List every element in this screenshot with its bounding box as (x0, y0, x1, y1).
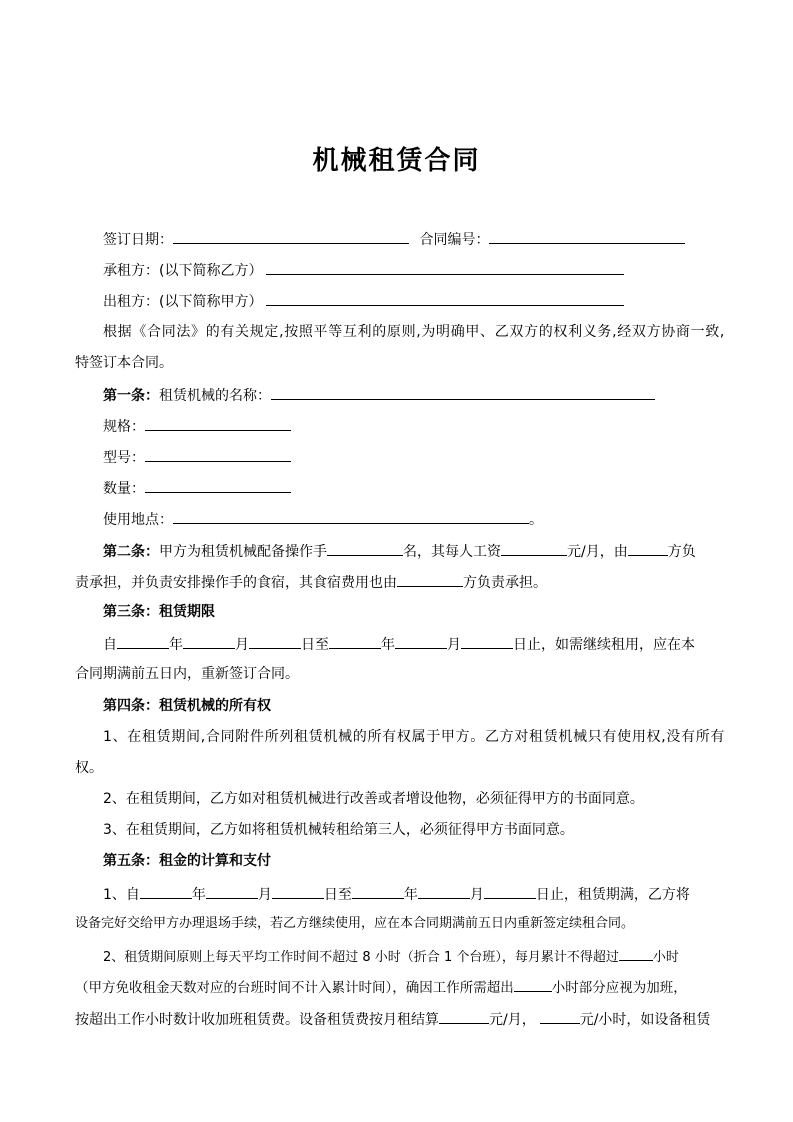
start-month-blank[interactable] (183, 633, 235, 649)
rent-end-year-blank[interactable] (352, 883, 404, 899)
art1-name-row (103, 384, 725, 404)
model-blank[interactable] (145, 446, 291, 462)
art4-heading: 第四条：租赁机械的所有权 (103, 698, 271, 714)
lessee-label: 承租方：(以下简称乙方） (103, 263, 263, 279)
operator-count-blank[interactable] (327, 540, 403, 556)
art5-p2-line-3: 按超出工作小时数计收加班租赁费。设备租赁费按月租结算 元/月， 元/小时，如设备租赁 (75, 1008, 725, 1028)
hourly-rent-blank[interactable] (540, 1008, 580, 1024)
page-title: 机械租赁合同 (312, 146, 481, 176)
art1-heading: 第一条： (103, 388, 159, 404)
spec-blank[interactable] (145, 415, 291, 431)
intro-line-1: 根 据 《 合 同 法 》 的 有 关 规 定 , 按 照 平 等 互 利 的 原 则 , 为 明 确 甲 、 乙 双 方 的 权 利 义 务 , 经 双 方 协 商 一 致 , (103, 324, 725, 340)
art2-line-1: 第二条：甲方为租赁机械配备操作手 名，其每人工资 元/月，由 方负 (103, 540, 725, 560)
art3-line-2: 合同期满前五日内，重新签订合同。 (75, 666, 299, 682)
lessee-blank[interactable] (266, 259, 624, 275)
wage-party-blank[interactable] (628, 540, 668, 556)
monthly-hours-cap-blank[interactable] (619, 945, 653, 961)
lessor-label: 出租方：(以下简称甲方） (103, 294, 263, 310)
monthly-rent-blank[interactable] (439, 1008, 489, 1024)
art2-line-2: 责承担，并负责安排操作手的食宿，其食宿费用也由 方负责承担。 (75, 571, 725, 591)
lessor-row (103, 290, 725, 310)
contract-no-blank[interactable] (489, 228, 685, 244)
wage-blank[interactable] (501, 540, 567, 556)
contract-no-label: 合同编号： (419, 232, 490, 248)
end-year-blank[interactable] (329, 633, 381, 649)
art5-p2-line-2: （甲方免收租金天数对应的台班时间不计入累计时间），确因工作所需超出 小时部分应视为加班， (75, 976, 725, 996)
art2-heading: 第二条： (103, 544, 159, 560)
lodging-party-blank[interactable] (397, 571, 463, 587)
art5-p1-line-1: 1、自 年 月 日至 年 月 日止，租赁期满，乙方将 (103, 883, 725, 903)
rent-start-month-blank[interactable] (206, 883, 258, 899)
model-row (103, 446, 725, 466)
site-label: 使用地点： (103, 512, 173, 528)
lessee-row (103, 259, 725, 279)
machine-name-blank[interactable] (271, 384, 655, 400)
site-row: 使用地点： 。 (103, 508, 725, 528)
art4-p1-line-2: 权。 (75, 760, 103, 776)
qty-row (103, 477, 725, 497)
rent-end-day-blank[interactable] (484, 883, 536, 899)
art3-line-1: 自 年 月 日至 年 月 日止，如需继续租用，应在本 (103, 633, 725, 653)
start-year-blank[interactable] (117, 633, 169, 649)
rent-end-month-blank[interactable] (418, 883, 470, 899)
sign-date-blank[interactable] (173, 228, 409, 244)
rent-start-year-blank[interactable] (140, 883, 192, 899)
site-blank[interactable] (173, 508, 529, 524)
art5-p2-line-1: 2、租赁期间原则上每天平均工作时间不超过 8 小时（折合 1 个台班），每月累计不得超过 小时 (103, 945, 725, 965)
qty-label: 数量： (103, 481, 145, 497)
sign-date-row (103, 228, 725, 248)
end-day-blank[interactable] (461, 633, 513, 649)
rent-start-day-blank[interactable] (272, 883, 324, 899)
art3-heading: 第三条：租赁期限 (103, 604, 215, 620)
model-label: 型号： (103, 450, 145, 466)
spec-row (103, 415, 725, 435)
art5-p1-line-2: 设备完好交给甲方办理退场手续，若乙方继续使用，应在本合同期满前五日内重新签定续租合同。 (75, 916, 635, 931)
art5-heading: 第五条：租金的计算和支付 (103, 853, 271, 869)
overtime-threshold-blank[interactable] (514, 976, 552, 992)
start-day-blank[interactable] (249, 633, 301, 649)
sign-date-label: 签订日期： (103, 232, 173, 248)
art4-p2: 2、在租赁期间，乙方如对租赁机械进行改善或者增设他物，必须征得甲方的书面同意。 (103, 791, 644, 807)
intro-line-2: 特签订本合同。 (75, 355, 173, 371)
lessor-blank[interactable] (266, 290, 624, 306)
end-month-blank[interactable] (395, 633, 447, 649)
art4-p3: 3、在租赁期间，乙方如将租赁机械转租给第三人，必须征得甲方书面同意。 (103, 822, 574, 838)
art1-name-label: 租赁机械的名称： (159, 388, 271, 404)
qty-blank[interactable] (145, 477, 291, 493)
spec-label: 规格： (103, 419, 145, 435)
art4-p1-line-1: 1 、 在 租 赁 期 间 , 合 同 附 件 所 列 租 赁 机 械 的 所 有 权 属 于 甲 方 。 乙 方 对 租 赁 机 械 只 有 使 用 权 , 没 有 所 有 (103, 729, 725, 745)
